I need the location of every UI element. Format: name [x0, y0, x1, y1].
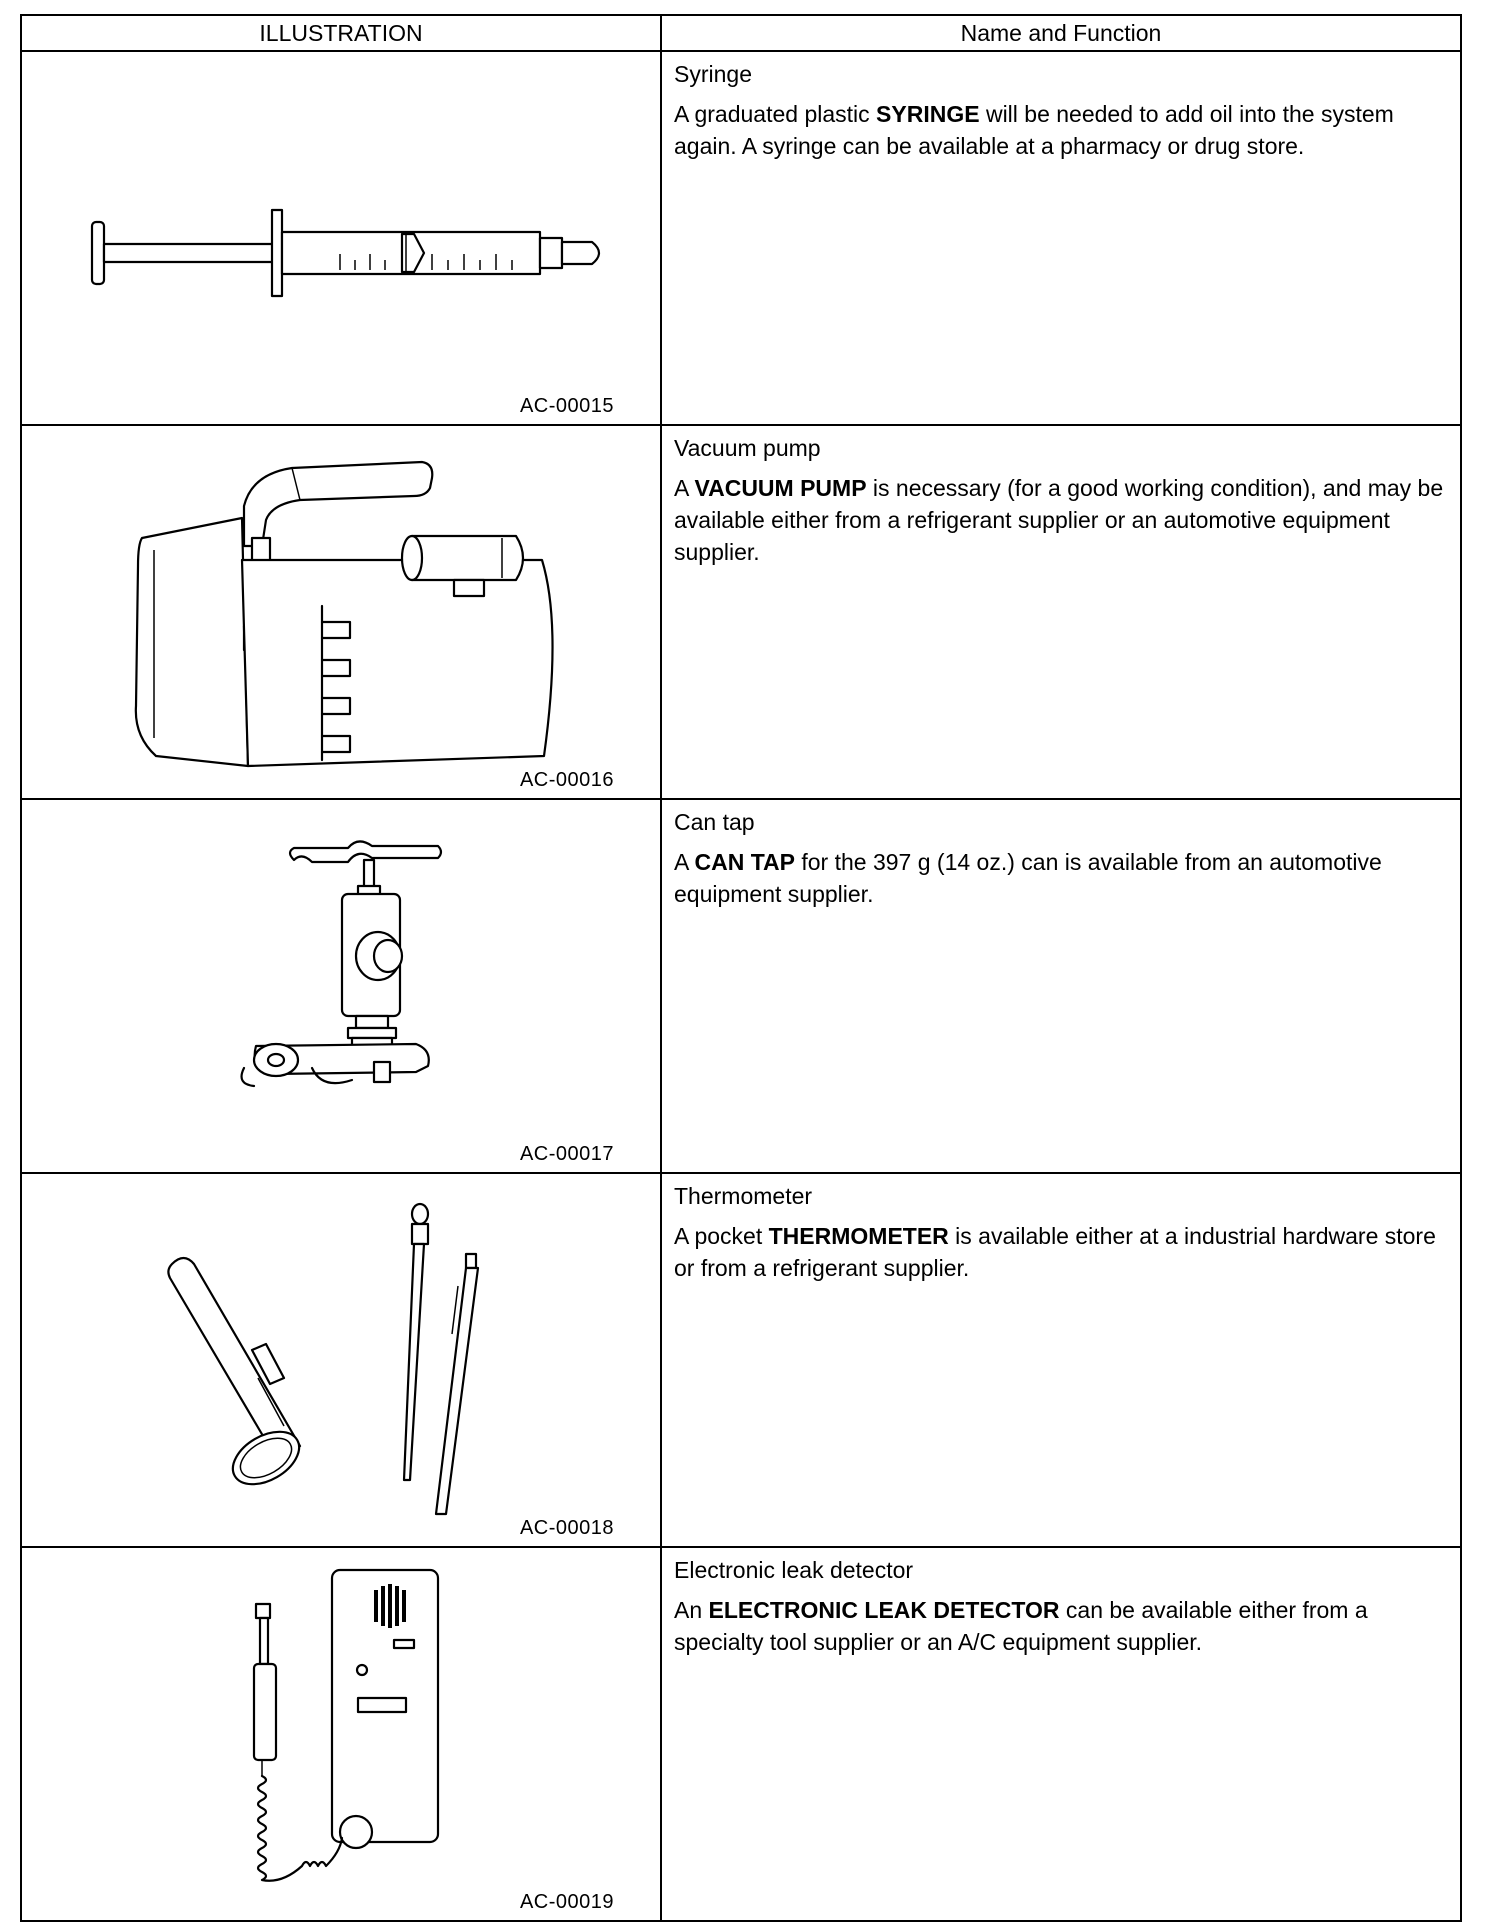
figure-code: AC-00017: [519, 1143, 614, 1165]
description-cell: [661, 425, 1461, 799]
tool-name: Syringe: [674, 61, 752, 87]
figure-code: AC-00015: [519, 395, 614, 417]
vacuum-pump-icon: [22, 426, 662, 792]
tool-name: Can tap: [674, 809, 755, 835]
thermometer-icon: [22, 1174, 662, 1540]
tool-description: A VACUUM PUMP is necessary (for a good working condition), and may be available either from a refrigerant supplier or an automotive equipment supplier.: [674, 475, 1444, 565]
illustration-cell: [21, 51, 661, 425]
header-name-function: Name and Function: [661, 15, 1461, 51]
illustration-cell: [21, 799, 661, 1173]
table-row: [21, 1547, 1461, 1921]
table-row: [21, 51, 1461, 425]
tool-description: An ELECTRONIC LEAK DETECTOR can be available either from a specialty tool supplier or an A/C equipment supplier.: [674, 1597, 1368, 1655]
tool-name: Electronic leak detector: [674, 1557, 914, 1583]
tool-name: Vacuum pump: [674, 435, 821, 461]
table-row: [21, 799, 1461, 1173]
tool-description: A CAN TAP for the 397 g (14 oz.) can is available from an automotive equipment supplier.: [674, 849, 1382, 907]
tool-description: A pocket THERMOMETER is available either at a industrial hardware store or from a refrigerant supplier.: [674, 1223, 1436, 1281]
leak-detector-icon: [22, 1548, 662, 1914]
tools-table: [20, 14, 1462, 1922]
table-header-row: [21, 15, 1461, 51]
figure-code: AC-00016: [519, 769, 614, 791]
table-row: [21, 1173, 1461, 1547]
header-illustration: ILLUSTRATION: [21, 15, 661, 51]
description-cell: [661, 1173, 1461, 1547]
illustration-cell: [21, 1173, 661, 1547]
description-cell: [661, 1547, 1461, 1921]
can-tap-icon: [22, 800, 662, 1166]
description-cell: [661, 799, 1461, 1173]
illustration-cell: [21, 425, 661, 799]
table-row: [21, 425, 1461, 799]
figure-code: AC-00018: [519, 1517, 614, 1539]
tool-description: A graduated plastic SYRINGE will be needed to add oil into the system again. A syringe can be available at a pharmacy or drug store.: [674, 101, 1394, 159]
figure-code: AC-00019: [519, 1891, 614, 1913]
tool-name: Thermometer: [674, 1183, 813, 1209]
description-cell: [661, 51, 1461, 425]
syringe-icon: [22, 52, 662, 418]
illustration-cell: [21, 1547, 661, 1921]
